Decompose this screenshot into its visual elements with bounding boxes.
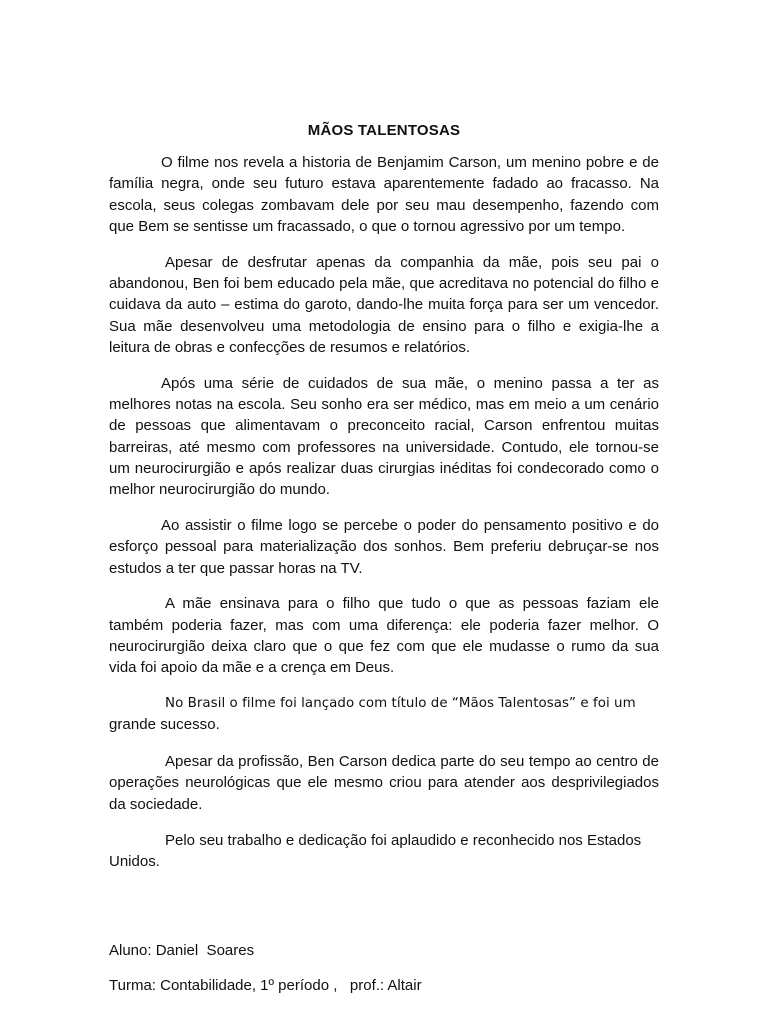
paragraph-intro: O filme nos revela a historia de Benjamim Carson, um menino pobre e de família negra, onde seu futuro estava aparentemente fadado ao fracasso. Na escola, seus colegas zombavam dele por seu mau desempenho, fazendo com que Bem se sentisse um fracassado, o que o tornou agressivo por um tempo.	[109, 154, 659, 235]
paragraph-profession: Apesar da profissão, Ben Carson dedica parte do seu tempo ao centro de operações neurológicas que ele mesmo criou para atender aos desprivilegiados da sociedade.	[109, 753, 659, 813]
paragraph-recognition: Pelo seu trabalho e dedicação foi aplaudido e reconhecido nos Estados Unidos.	[109, 831, 642, 870]
paragraph-brasil	[109, 693, 659, 737]
paragraph-brasil-main: No Brasil o filme foi lançado com título de “Mãos Talentosas” e foi um	[165, 696, 636, 712]
paragraph-career: Após uma série de cuidados de sua mãe, o menino passa a ter as melhores notas na escola. Seu sonho era ser médico, mas em meio a um cenário de pessoas que alimentavam o preconceito racial, Carson enfrentou muitas barreiras, até mesmo com professores na universidade. Contudo, ele tornou-se um neurocirurgião e após realizar duas cirurgias inéditas foi condecorado como o melhor neurocirurgião do mundo.	[109, 374, 659, 499]
paragraph-mother-teaching: A mãe ensinava para o filho que tudo o que as pessoas faziam ele também poderia fazer, mas com uma diferença: ele poderia fazer melhor. O neurocirurgião deixa claro que o que fez com que ele mudasse o rumo da sua vida foi apoio da mãe e a crença em Deus.	[109, 595, 659, 677]
paragraph-mother: Apesar de desfrutar apenas da companhia da mãe, pois seu pai o abandonou, Ben foi bem educado pela mãe, que acreditava no potencial do filho e cuidava da auto – estima do garoto, dando-lhe muita força para ser um vencedor. Sua mãe desenvolveu uma metodologia de ensino para o filho e exigia-lhe a leitura de obras e confecções de resumos e relatórios.	[109, 253, 659, 356]
class-info: Turma: Contabilidade, 1º período , prof.: Altair	[109, 977, 422, 994]
paragraph-brasil-tail: grande sucesso.	[109, 716, 220, 734]
document-body	[109, 152, 659, 887]
paragraph-positive-thinking: Ao assistir o filme logo se percebe o poder do pensamento positivo e do esforço pessoal para materialização dos sonhos. Bem preferiu debruçar-se nos estudos a ter que passar horas na TV.	[109, 516, 659, 577]
student-name: Aluno: Daniel Soares	[109, 942, 255, 959]
document-title: MÃOS TALENTOSAS	[307, 122, 461, 139]
